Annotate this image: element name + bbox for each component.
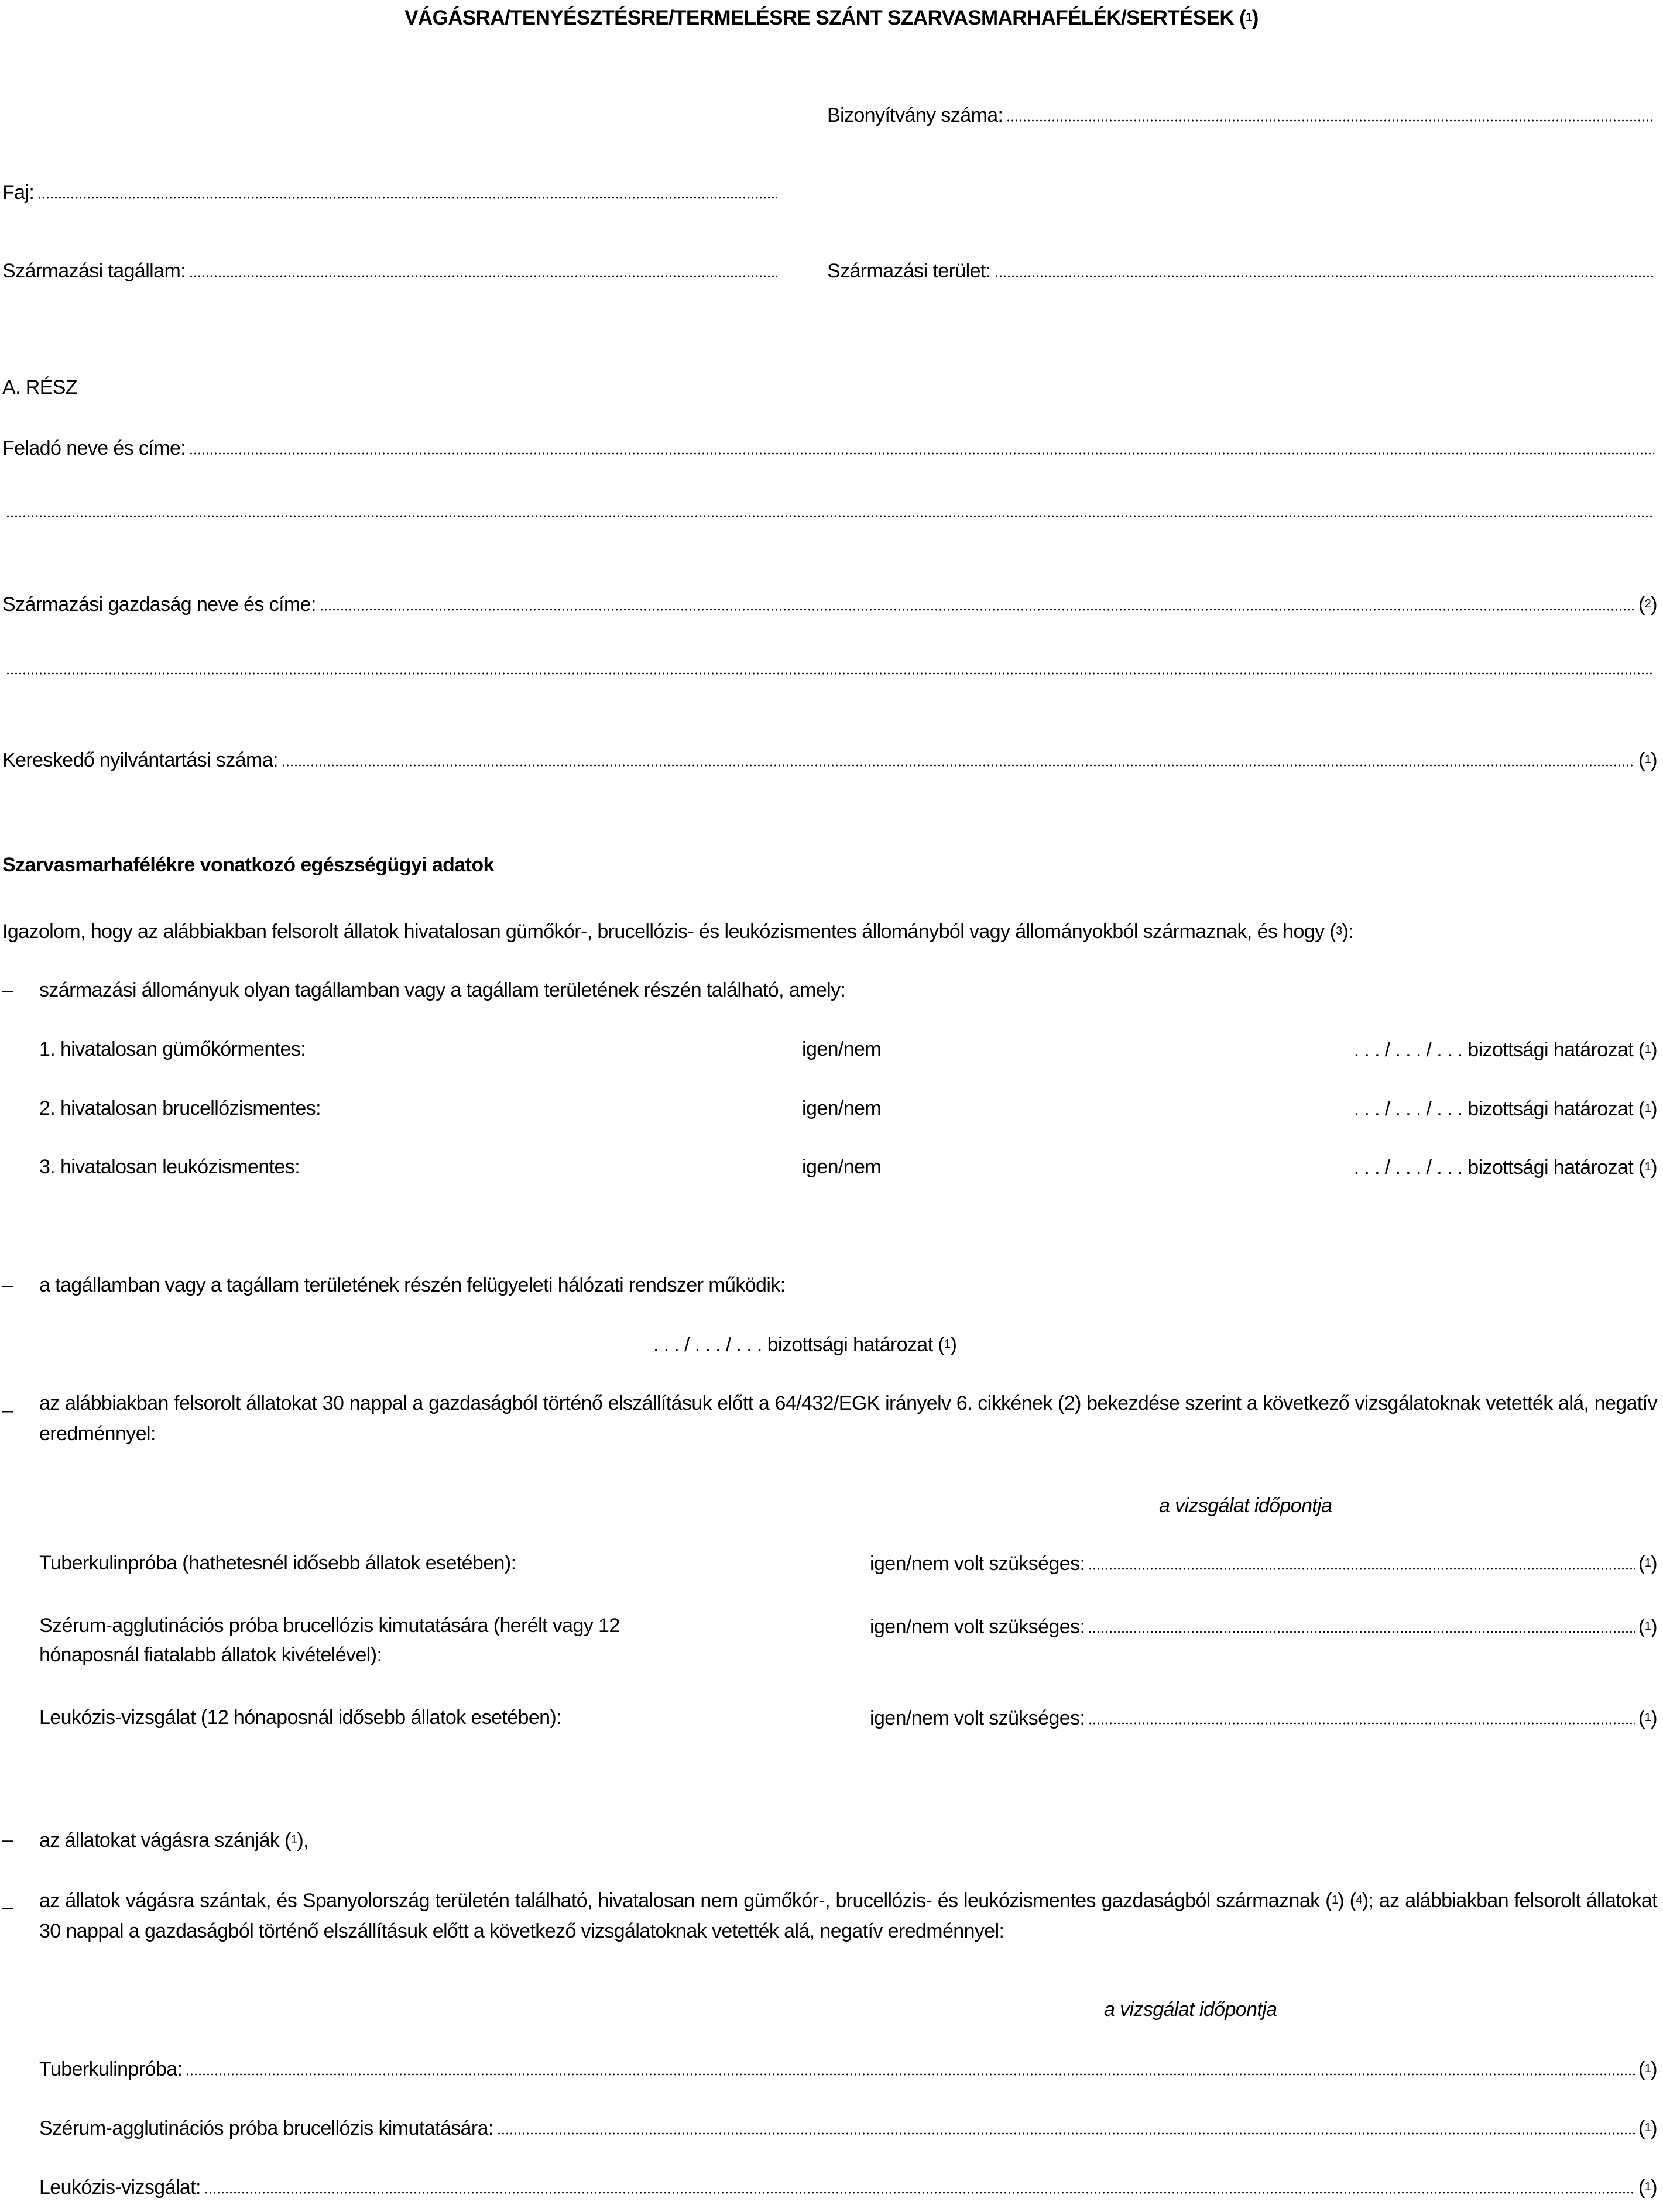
sender-field-line2[interactable] bbox=[2, 515, 1657, 523]
brucellosis-date-field[interactable]: Szérum-agglutinációs próba brucellózis kimutatására: ($^1$) bbox=[39, 2117, 1657, 2139]
document-title: VÁGÁSRA/TENYÉSZTÉSRE/TERMELÉSRE SZÁNT SZARVASMARHAFÉLÉK/SERTÉSEK ($^1$) bbox=[404, 6, 1259, 29]
choice-option[interactable]: igen/nem bbox=[802, 1156, 882, 1178]
bullet-tests: az alábbiakban felsorolt állatokat 30 nappal a gazdaságból történő elszállításuk előtt a 64/432/EGK irányelv 6. cikkének (2) bekezdése szerint a következő vizsgálatoknak vetették alá, negatív eredménnyel: bbox=[39, 1392, 1657, 1445]
leukosis-date-field[interactable]: Leukózis-vizsgálat: ($^1$) bbox=[39, 2176, 1657, 2199]
sender-field[interactable]: Feladó neve és címe: bbox=[2, 437, 1657, 460]
test-date-field[interactable]: igen/nem volt szükséges: ($^1$) bbox=[870, 1707, 1657, 1729]
holding-field-line2[interactable] bbox=[2, 672, 1657, 680]
dealer-registration-field[interactable]: Kereskedő nyilvántartási száma: ($^1$) bbox=[2, 749, 1657, 771]
health-intro: Igazolom, hogy az alábbiakban felsorolt állatok hivatalosan gümőkór-, brucellózis- és leukózismentes állományból vagy állományokból származnak, és hogy ($^3$): bbox=[2, 920, 1354, 943]
bullet-spain: az állatok vágásra szántak, és Spanyolország területén található, hivatalosan nem gümőkór-, brucellózis- és leukózismentes gazdaságból származnak ($^1$) ($^4$); az alábbiakban felsorolt állatokat 30 nappal a gazdaságból történő elszállításuk előtt a következő vizsgálatoknak vetették alá, negatív eredménnyel: bbox=[39, 1890, 1658, 1942]
bullet-dash: – bbox=[2, 1896, 13, 1918]
bullet-dash: – bbox=[2, 1399, 13, 1421]
origin-member-state-field[interactable]: Származási tagállam: bbox=[2, 259, 781, 283]
choice-option[interactable]: igen/nem bbox=[802, 1097, 882, 1119]
bullet-slaughter: – az állatokat vágásra szánják ($^1$), bbox=[2, 1829, 309, 1852]
certificate-number-field[interactable]: Bizonyítvány száma: bbox=[827, 104, 1657, 127]
health-heading: Szarvasmarhafélékre vonatkozó egészségügyi adatok bbox=[2, 854, 494, 876]
bullet-origin-herd: – származási állományuk olyan tagállamban vagy a tagállam területének részén található, amely: bbox=[2, 979, 846, 1001]
test-date-heading: a vizsgálat időpontja bbox=[1159, 1495, 1332, 1517]
part-a-heading: A. RÉSZ bbox=[2, 376, 78, 399]
bullet-surveillance: – a tagállamban vagy a tagállam területének részén felügyeleti hálózati rendszer működik: bbox=[2, 1274, 786, 1296]
test-date-field[interactable]: igen/nem volt szükséges: ($^1$) bbox=[870, 1552, 1657, 1575]
test-date-heading-2: a vizsgálat időpontja bbox=[1104, 1998, 1277, 2021]
test-date-field[interactable]: igen/nem volt szükséges: ($^1$) bbox=[870, 1616, 1657, 1638]
origin-region-field[interactable]: Származási terület: bbox=[827, 259, 1657, 283]
holding-field[interactable]: Származási gazdaság neve és címe: ($^2$) bbox=[2, 593, 1657, 616]
species-field[interactable]: Faj: bbox=[2, 181, 781, 204]
choice-option[interactable]: igen/nem bbox=[802, 1038, 882, 1060]
tuberculin-date-field[interactable]: Tuberkulinpróba: ($^1$) bbox=[39, 2058, 1657, 2080]
surveillance-decision: . . . / . . . / . . . bizottsági határozat ($^1$) bbox=[653, 1334, 957, 1356]
